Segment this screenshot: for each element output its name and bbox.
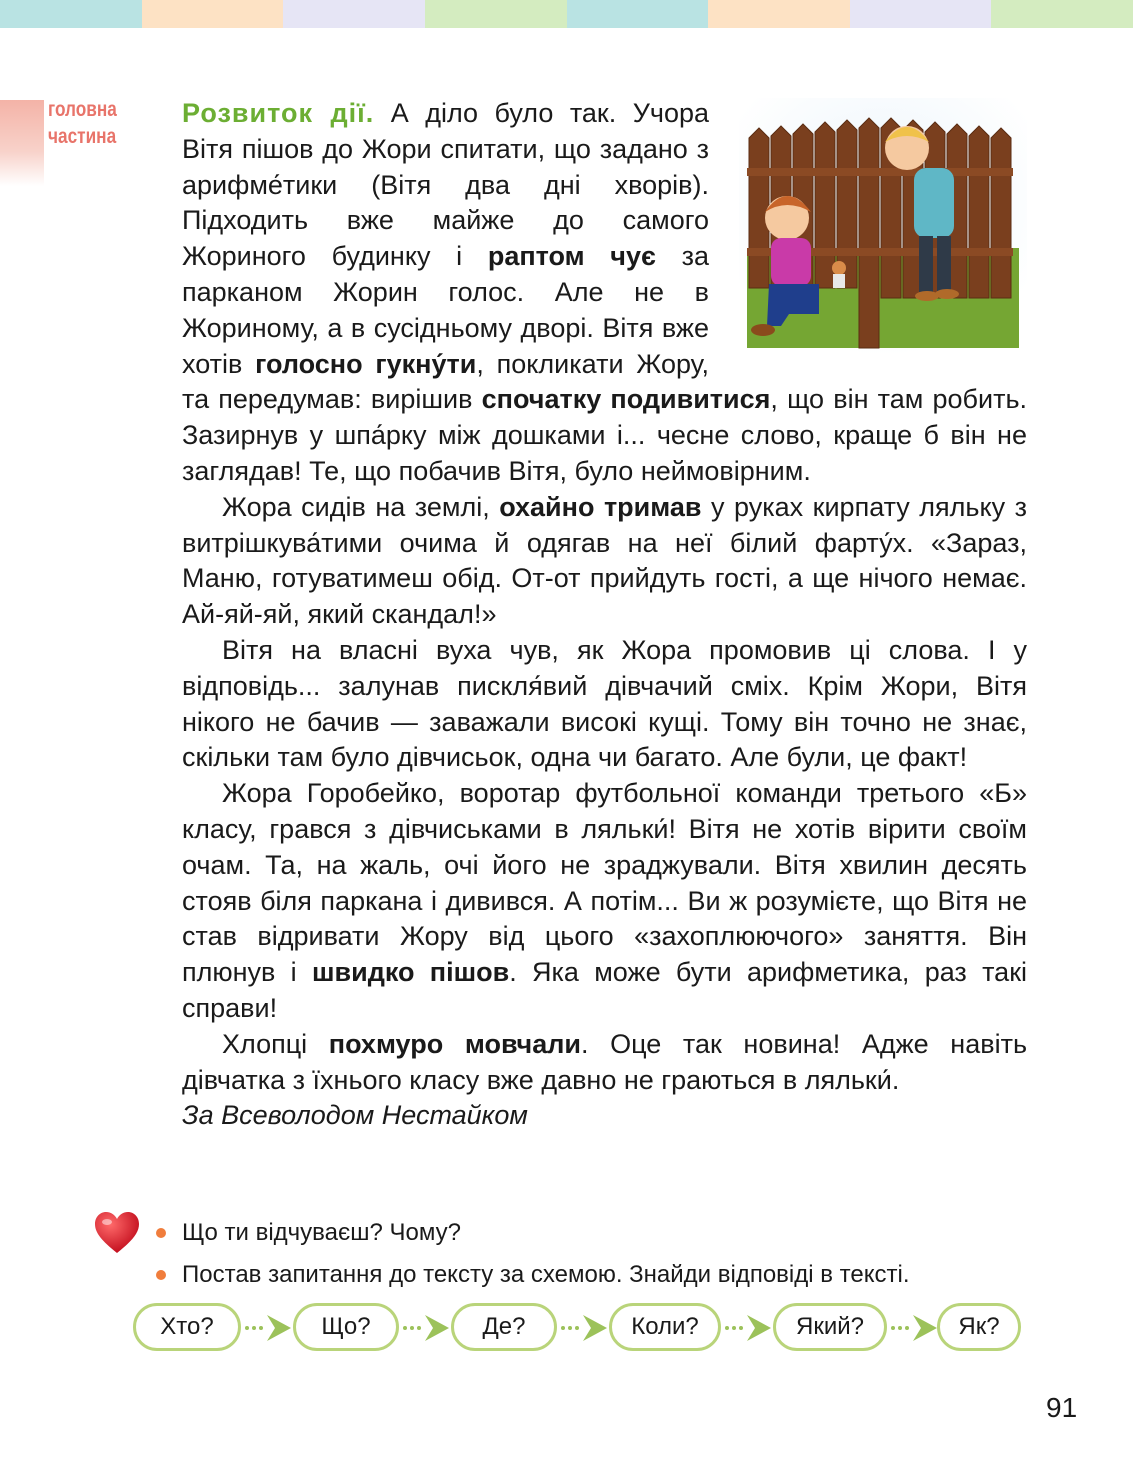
- bullet-icon: [156, 1228, 166, 1238]
- topbar-segment: [991, 0, 1133, 28]
- list-item: [156, 1254, 1036, 1296]
- paragraph-text: . Оце так новина! Адже навіть дівчатка з їхнього класу вже давно не граються в ляльки́.: [182, 1028, 1028, 1095]
- bold-phrase: швидко пішов: [312, 957, 510, 988]
- scheme-pill-who: Хто?: [133, 1303, 241, 1351]
- section-marker: [0, 100, 44, 186]
- question-text: Постав запитання до тексту за схемою. Знайди відповіді в тексті.: [182, 1261, 910, 1288]
- topbar-segment: [708, 0, 850, 28]
- section-label: [48, 96, 117, 150]
- arrow-right-icon: [721, 1311, 773, 1345]
- topbar-segment: [283, 0, 425, 28]
- paragraph-text: Хлопці: [222, 1028, 329, 1059]
- paragraph-text: Вітя на власні вуха чув, як Жора промовив ці слова. І у відповідь... залунав пискля́вий дівчачий сміх. Крім Жори, Вітя нікого не бачив — заважали високі кущі. Тому він точно не знає, скільки там було дівчисьок, одна чи багато. Але були, це факт!: [182, 634, 1027, 773]
- bold-phrase: раптом чує: [487, 241, 656, 272]
- section-label-line2: частина: [48, 125, 117, 148]
- paragraph-text: Жора сидів на землі,: [222, 491, 500, 522]
- scheme-pill-how: Як?: [937, 1303, 1021, 1351]
- bold-phrase: охайно тримав: [499, 491, 702, 522]
- question-scheme: [133, 1303, 1023, 1357]
- topbar-segment: [567, 0, 709, 28]
- bold-phrase: голосно гукну́ти: [255, 348, 477, 379]
- arrow-right-icon: [399, 1311, 451, 1345]
- topbar-segment: [850, 0, 992, 28]
- topbar-segment: [142, 0, 284, 28]
- paragraph-text: за парканом Жорин голос. Але не в Жориному, а в сусідньому дворі. Вітя вже хотів: [182, 241, 710, 379]
- paragraph-text: А діло було так. Учора Вітя пішов до Жори спитати, що задано з арифме́тики (Вітя два дні хворів). Підходить вже майже до самого Жориного будинку і: [182, 98, 710, 272]
- topbar-segment: [0, 0, 142, 28]
- bullet-icon: [156, 1270, 166, 1280]
- paragraph-text: , що він там робить. Зазирнув у шпа́рку між дошками і... чесне слово, краще б він не заглядав! Те, що побачив Вітя, було неймовірним.: [182, 384, 1028, 486]
- list-item: [156, 1212, 1036, 1254]
- arrow-right-icon: [557, 1311, 609, 1345]
- paragraph-text: у руках кирпату ляльку з витрішкува́тими очима й одягав на неї білий фарту́х. «Зараз, Маню, готуватимеш обід. От-от прийдуть гості, а ще нічого немає. Ай-яй-яй, який скандал!»: [182, 491, 1027, 630]
- bold-phrase: спочатку подивитися: [481, 384, 771, 415]
- heart-icon: [94, 1211, 140, 1255]
- question-text: Що ти відчуваєш? Чому?: [182, 1219, 461, 1246]
- story-text: [182, 96, 1027, 1134]
- scheme-pill-when: Коли?: [609, 1303, 721, 1351]
- page-number: 91: [1046, 1392, 1078, 1423]
- scheme-pill-which: Який?: [773, 1303, 887, 1351]
- section-label-line1: головна: [48, 98, 117, 121]
- top-color-bar: [0, 0, 1133, 28]
- arrow-right-icon: [241, 1311, 293, 1345]
- topbar-segment: [425, 0, 567, 28]
- questions-list: [156, 1212, 1036, 1296]
- arrow-right-icon: [887, 1311, 939, 1345]
- scheme-pill-what: Що?: [293, 1303, 399, 1351]
- paragraph-text: . Яка може бути арифметика, раз такі справи!: [182, 957, 1027, 1023]
- author-attribution: За Всеволодом Нестайком: [182, 1100, 528, 1131]
- scheme-pill-where: Де?: [451, 1303, 557, 1351]
- paragraph-text: Жора Горобейко, воротар футбольної команди третього «Б» класу, грався з дівчиськами в ляльки́! Вітя не хотів вірити своїм очам. Та, на жаль, очі його не зраджували. Вітя хвилин десять стояв біля паркана і дивився. А потім... Ви ж розумієте, що Вітя не став відривати Жору від цього «захоплюючого» заняття. Він плюнув і: [182, 778, 1027, 988]
- two-boys-fence-illustration: [739, 98, 1027, 356]
- bold-phrase: похмуро мовчали: [328, 1028, 581, 1059]
- paragraph-text: , покликати Жору, та передумав: вирішив: [182, 348, 709, 415]
- section-heading: Розвиток дії.: [182, 98, 375, 128]
